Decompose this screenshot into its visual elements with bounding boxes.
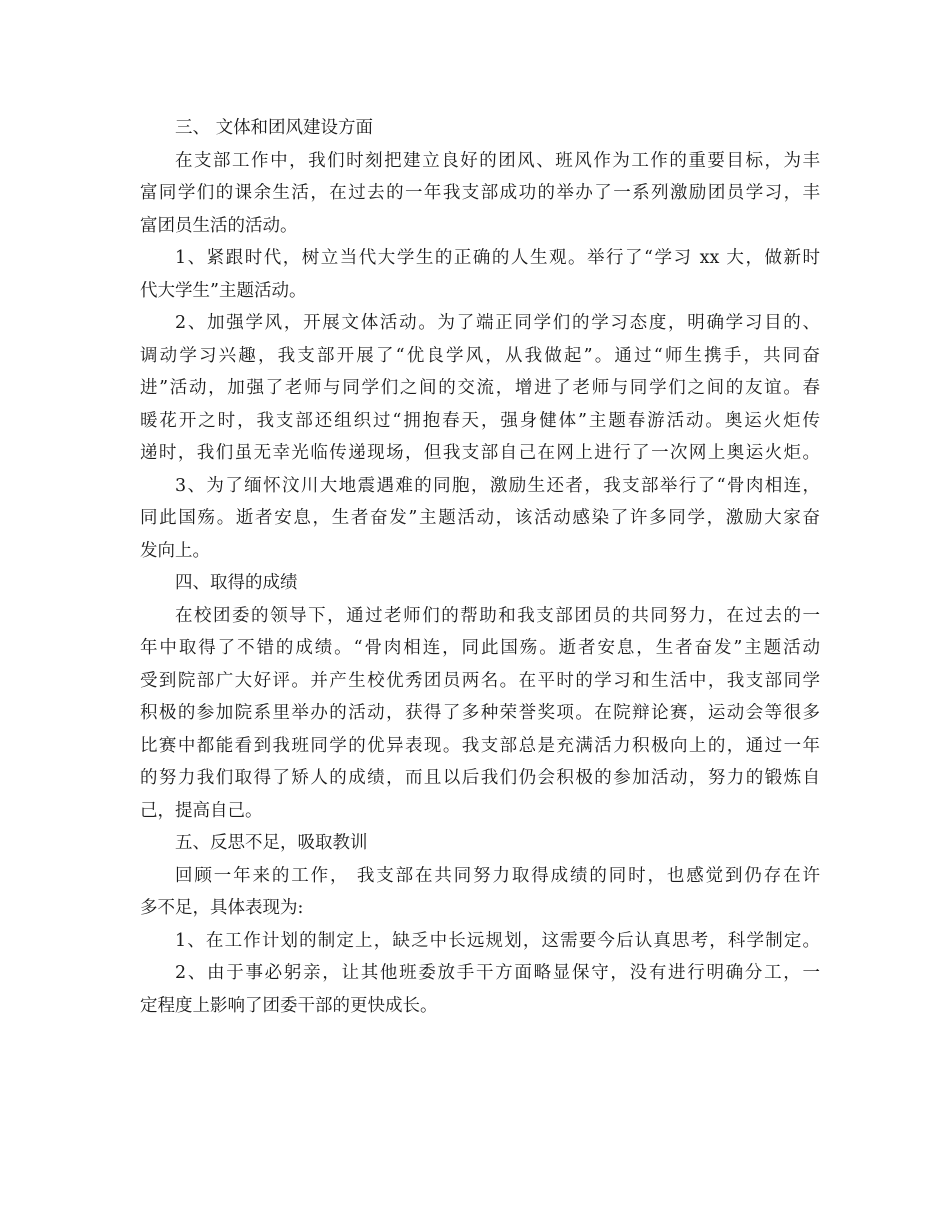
list-item-line: 2、加强学风，开展文体活动。为了端正同学们的学习态度，明确学习目的、 — [175, 313, 820, 333]
list-item-line: 代大学生”主题活动。 — [140, 280, 307, 301]
section-heading-5: 五、反思不足，吸取教训 — [175, 833, 368, 853]
list-item-line: 进”活动，加强了老师与同学们之间的交流，增进了老师与同学们之间的友谊。春 — [140, 378, 820, 398]
list-item-line: 调动学习兴趣，我支部开展了“优良学风，从我做起”。通过“师生携手，共同奋 — [140, 345, 820, 366]
list-item-line: 1、紧跟时代，树立当代大学生的正确的人生观。举行了“学习 xx 大，做新时 — [175, 248, 820, 268]
list-item-line: 发向上。 — [140, 540, 210, 561]
list-item-line: 2、由于事必躬亲，让其他班委放手干方面略显保守，没有进行明确分工，一 — [175, 963, 820, 983]
paragraph-line: 在校团委的领导下，通过老师们的帮助和我支部团员的共同努力，在过去的一 — [175, 605, 820, 626]
list-item-line: 定程度上影响了团委干部的更快成长。 — [140, 995, 438, 1016]
paragraph-line: 积极的参加院系里举办的活动，获得了多种荣誉奖项。在院辩论赛，运动会等很多 — [140, 703, 820, 723]
paragraph-line: 富同学们的课余生活，在过去的一年我支部成功的举办了一系列激励团员学习，丰 — [140, 183, 820, 203]
list-item-line: 3、为了缅怀汶川大地震遇难的同胞，激励生还者，我支部举行了“骨肉相连， — [175, 475, 820, 496]
paragraph-line: 回顾一年来的工作， 我支部在共同努力取得成绩的同时，也感觉到仍存在许 — [175, 865, 820, 886]
document-body — [140, 112, 820, 1022]
paragraph-line: 的努力我们取得了矫人的成绩，而且以后我们仍会积极的参加活动，努力的锻炼自 — [140, 768, 820, 788]
paragraph-line: 受到院部广大好评。并产生校优秀团员两名。在平时的学习和生活中，我支部同学 — [140, 670, 820, 691]
section-heading-3: 三、 文体和团风建设方面 — [175, 118, 374, 138]
paragraph-line: 在支部工作中，我们时刻把建立良好的团风、班风作为工作的重要目标，为丰 — [175, 150, 820, 171]
section-heading-4: 四、取得的成绩 — [175, 573, 298, 593]
list-item-line: 递时，我们虽无幸光临传递现场，但我支部自己在网上进行了一次网上奥运火炬。 — [140, 443, 820, 463]
paragraph-line: 富团员生活的活动。 — [140, 215, 298, 236]
list-item-line: 同此国殇。逝者安息，生者奋发”主题活动，该活动感染了许多同学，激励大家奋 — [140, 508, 820, 528]
list-item-line: 1、在工作计划的制定上，缺乏中长远规划，这需要今后认真思考，科学制定。 — [175, 930, 820, 951]
paragraph-line: 比赛中都能看到我班同学的优异表现。我支部总是充满活力积极向上的，通过一年 — [140, 735, 820, 756]
paragraph-line: 年中取得了不错的成绩。“骨肉相连，同此国殇。逝者安息，生者奋发”主题活动 — [140, 638, 820, 658]
paragraph-line: 己，提高自己。 — [140, 800, 263, 821]
paragraph-line: 多不足，具体表现为: — [140, 898, 304, 918]
list-item-line: 暖花开之时，我支部还组织过“拥抱春天，强身健体”主题春游活动。奥运火炬传 — [140, 410, 820, 431]
